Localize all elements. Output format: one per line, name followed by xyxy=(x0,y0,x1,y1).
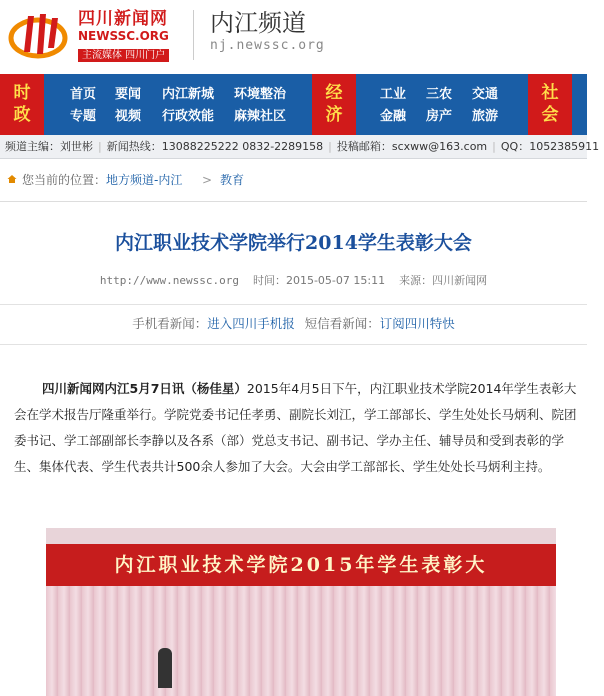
nav-link[interactable]: 旅游 xyxy=(472,109,499,124)
channel-name: 内江频道 xyxy=(210,9,306,37)
nav-link[interactable]: 麻辣社区 xyxy=(234,109,287,124)
breadcrumb-section-link[interactable]: 地方频道-内江 xyxy=(106,173,183,187)
nav-link[interactable]: 金融 xyxy=(380,109,407,124)
brand-name-en: NEWSSC.ORG xyxy=(78,29,169,43)
mobile-label: 手机看新闻： xyxy=(132,316,208,331)
nav-category-economy[interactable] xyxy=(312,74,356,135)
nav-link[interactable]: 三农 xyxy=(426,87,453,102)
main-nav xyxy=(0,74,587,135)
article-meta xyxy=(0,272,587,288)
brand-slogan: 主流媒体 四川门户 xyxy=(78,49,169,62)
nav-category-society[interactable] xyxy=(528,74,572,135)
photo-curtain xyxy=(46,586,556,696)
article-paragraph: 2015年4月5日下午，内江职业技术学院2014年学生表彰大会在学术报告厅隆重举行。学院党委书记任孝勇、副院长刘江，学工部部长、学生处处长马炳利、院团委书记、学工部副部长李静以及各系（部）党总支书记、副书记、学办主任、辅导员和受到表彰的学生、集体代表、学生代表共计500余人参加了大会。大会由学工部部长、学生处处长马炳利主持。 xyxy=(14,381,577,474)
site-logo-icon[interactable] xyxy=(10,8,70,60)
sms-label: 短信看新闻： xyxy=(304,316,380,331)
nav-link[interactable]: 环境整治 xyxy=(234,87,287,102)
nav-link[interactable]: 行政效能 xyxy=(162,109,215,124)
nav-category-politics[interactable] xyxy=(0,74,44,135)
nav-category-label: 经济 xyxy=(325,83,343,125)
nav-link[interactable]: 工业 xyxy=(380,87,407,102)
article-url[interactable]: http://www.newssc.org xyxy=(99,274,239,287)
mobile-news-bar xyxy=(0,314,587,332)
breadcrumb-current-link[interactable]: 教育 xyxy=(220,173,245,187)
nav-category-label: 社会 xyxy=(541,83,559,125)
editor-info: 频道主编：刘世彬 xyxy=(5,140,93,153)
divider xyxy=(0,344,587,345)
breadcrumb xyxy=(0,168,587,192)
separator: | xyxy=(492,140,496,153)
info-bar xyxy=(0,135,600,159)
brand-name-cn: 四川新闻网 xyxy=(78,9,168,29)
nav-link[interactable]: 内江新城 xyxy=(162,87,215,102)
article-title: 内江职业技术学院举行2014学生表彰大会 xyxy=(115,232,472,254)
brand-block[interactable] xyxy=(78,9,169,62)
article-lead: 四川新闻网内江5月7日讯（杨佳星） xyxy=(42,381,247,396)
breadcrumb-prefix: 您当前的位置： xyxy=(22,173,107,187)
channel-url: nj.newssc.org xyxy=(210,38,325,53)
article-body xyxy=(14,376,582,480)
divider xyxy=(0,304,587,305)
breadcrumb-arrow: > xyxy=(202,173,213,187)
header-divider xyxy=(193,10,194,60)
nav-link[interactable]: 专题 xyxy=(70,109,97,124)
nav-link[interactable]: 视频 xyxy=(115,109,142,124)
home-icon xyxy=(7,174,17,184)
article-photo xyxy=(46,528,556,688)
article-source: 来源：四川新闻网 xyxy=(399,274,488,287)
separator: | xyxy=(328,140,332,153)
article-time: 时间：2015-05-07 15:11 xyxy=(252,274,386,287)
nav-link[interactable]: 交通 xyxy=(472,87,499,102)
nav-link[interactable]: 首页 xyxy=(70,87,97,102)
photo-person xyxy=(158,648,172,688)
site-header xyxy=(0,0,587,74)
nav-link[interactable]: 房产 xyxy=(426,109,453,124)
channel-block[interactable] xyxy=(210,8,325,53)
qq-info: QQ：1052385911 xyxy=(500,140,600,153)
separator: | xyxy=(98,140,102,153)
email-info[interactable]: 投稿邮箱：scxww@163.com xyxy=(336,140,488,153)
mobile-link[interactable]: 进入四川手机报 xyxy=(207,316,295,331)
nav-category-label: 时政 xyxy=(13,83,31,125)
hotline-info: 新闻热线：13088225222 0832-2289158 xyxy=(106,140,324,153)
photo-banner-text: 内江职业技术学院2015年学生表彰大 xyxy=(114,554,488,576)
article xyxy=(0,201,587,682)
sms-link[interactable]: 订阅四川特快 xyxy=(379,316,455,331)
nav-link[interactable]: 要闻 xyxy=(115,87,142,102)
